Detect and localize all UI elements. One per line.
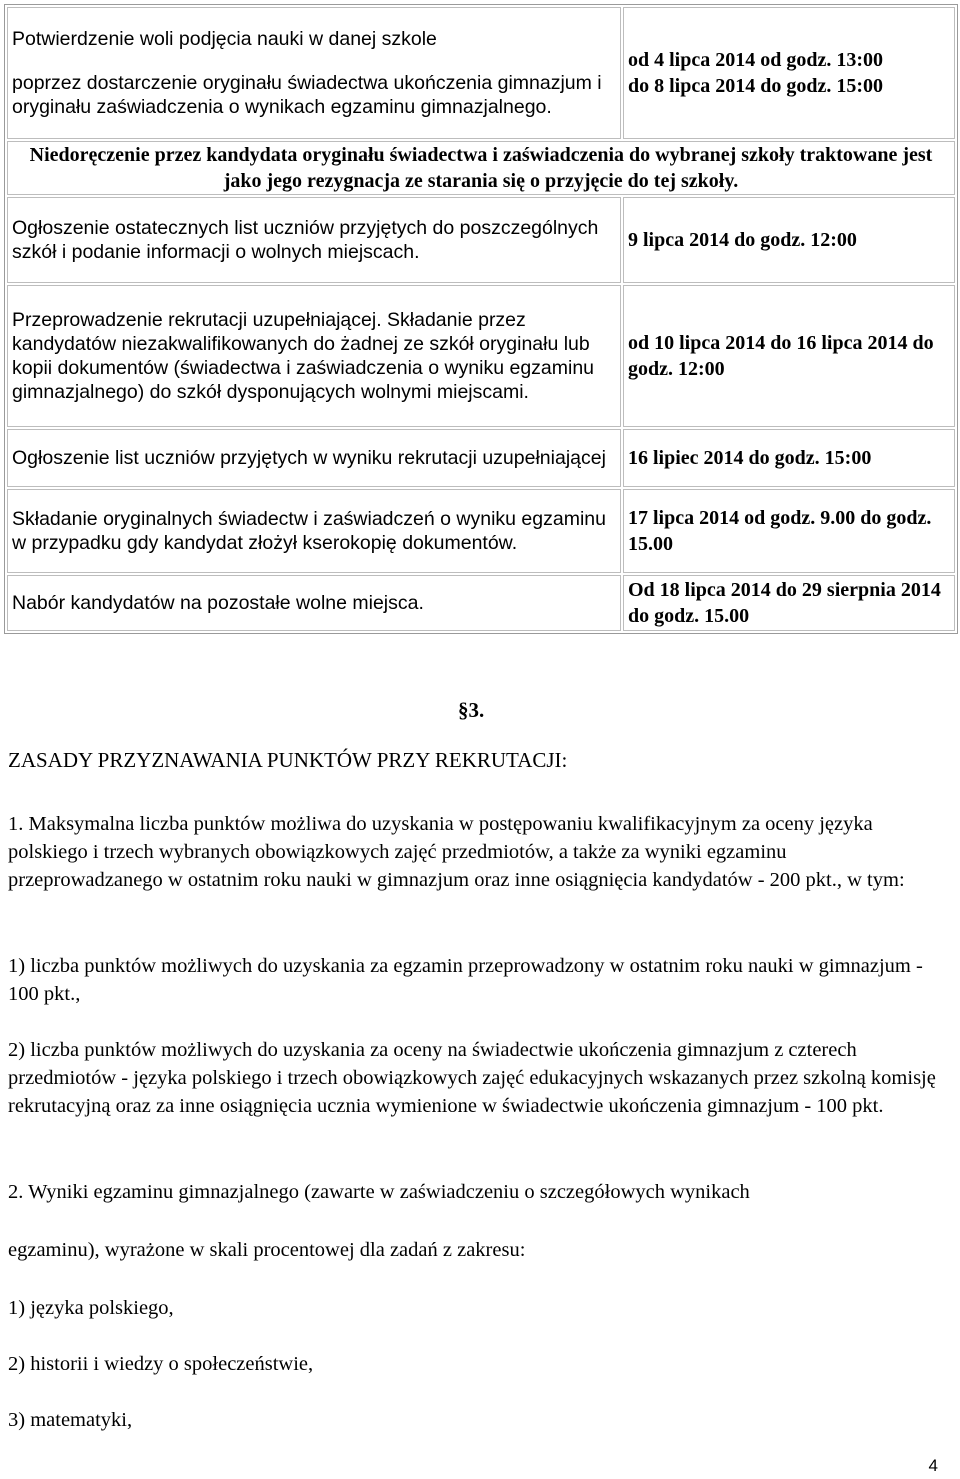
list-item: 1) języka polskiego,	[8, 1297, 174, 1319]
date-text: 9 lipca 2014 do godz. 12:00	[623, 197, 955, 283]
activity-text: Potwierdzenie woli podjęcia nauki w danej szkole	[12, 28, 437, 50]
paragraph-exam-results: 2. Wyniki egzaminu gimnazjalnego (zawarte w zaświadczeniu o szczegółowych wynikach	[8, 1181, 750, 1203]
schedule-row	[7, 429, 955, 487]
date-text: 17 lipca 2014 od godz. 9.00 do godz. 15.00	[623, 489, 955, 573]
date-text: Od 18 lipca 2014 do 29 sierpnia 2014 do godz. 15.00	[623, 575, 955, 631]
schedule-date-cell	[623, 7, 955, 139]
activity-text: Składanie oryginalnych świadectw i zaświadczeń o wyniku egzaminu w przypadku gdy kandydat złożył kserokopię dokumentów.	[7, 489, 621, 573]
schedule-row	[7, 489, 955, 573]
schedule-row	[7, 197, 955, 283]
schedule-activity-cell	[7, 7, 621, 139]
paragraph-exam-points: 1) liczba punktów możliwych do uzyskania za egzamin przeprowadzony w ostatnim roku nauki w gimnazjum - 100 pkt.,	[8, 955, 923, 1005]
list-item: 2) historii i wiedzy o społeczeństwie,	[8, 1353, 314, 1375]
list-item: 3) matematyki,	[8, 1409, 133, 1431]
schedule-notice: Niedoręczenie przez kandydata oryginału świadectwa i zaświadczenia do wybranej szkoły traktowane jest jako jego rezygnacja ze starania się o przyjęcie do tej szkoły.	[7, 141, 955, 195]
page-number: 4	[928, 1456, 938, 1475]
section-number: §3.	[458, 698, 485, 722]
paragraph-certificate-points: 2) liczba punktów możliwych do uzyskania za oceny na świadectwie ukończenia gimnazjum z czterech przedmiotów - języka polskiego i trzech obowiązkowych zajęć edukacyjnych wskazanych przez szkolną komisję rekrutacyjną oraz za inne osiągnięcia ucznia wymienione w świadectwie ukończenia gimnazjum - 100 pkt.	[8, 1039, 936, 1117]
date-text: 16 lipiec 2014 do godz. 15:00	[623, 429, 955, 487]
schedule-row	[7, 7, 955, 139]
activity-text: Ogłoszenie list uczniów przyjętych w wyniku rekrutacji uzupełniającej	[7, 429, 621, 487]
recruitment-schedule-table	[4, 4, 958, 634]
date-text: od 10 lipca 2014 do 16 lipca 2014 do godz. 12:00	[623, 285, 955, 427]
schedule-row	[7, 285, 955, 427]
section-title: ZASADY PRZYZNAWANIA PUNKTÓW PRZY REKRUTACJI:	[8, 748, 568, 772]
paragraph-max-points: 1. Maksymalna liczba punktów możliwa do uzyskania w postępowaniu kwalifikacyjnym za oceny języka polskiego i trzech wybranych obowiązkowych zajęć przedmiotów, a także za wyniki egzaminu przeprowadzanego w ostatnim roku nauki w gimnazjum oraz inne osiągnięcia kandydatów - 200 pkt., w tym:	[8, 813, 905, 891]
activity-text: Ogłoszenie ostatecznych list uczniów przyjętych do poszczególnych szkół i podanie informacji o wolnych miejscach.	[7, 197, 621, 283]
schedule-notice-row	[7, 141, 955, 195]
paragraph-exam-results-cont: egzaminu), wyrażone w skali procentowej dla zadań z zakresu:	[8, 1239, 526, 1261]
date-text: od 4 lipca 2014 od godz. 13:00	[628, 49, 884, 71]
activity-text: Nabór kandydatów na pozostałe wolne miejsca.	[7, 575, 621, 631]
activity-text: Przeprowadzenie rekrutacji uzupełniającej. Składanie przez kandydatów niezakwalifikowanych do żadnej ze szkół oryginału lub kopii dokumentów (świadectwa i zaświadczenia o wyniku egzaminu gimnazjalnego) do szkół dysponujących wolnymi miejscami.	[7, 285, 621, 427]
activity-text: poprzez dostarczenie oryginału świadectwa ukończenia gimnazjum i oryginału zaświadczenia o wynikach egzaminu gimnazjalnego.	[12, 72, 602, 118]
schedule-row	[7, 575, 955, 631]
date-text: do 8 lipca 2014 do godz. 15:00	[628, 75, 884, 97]
